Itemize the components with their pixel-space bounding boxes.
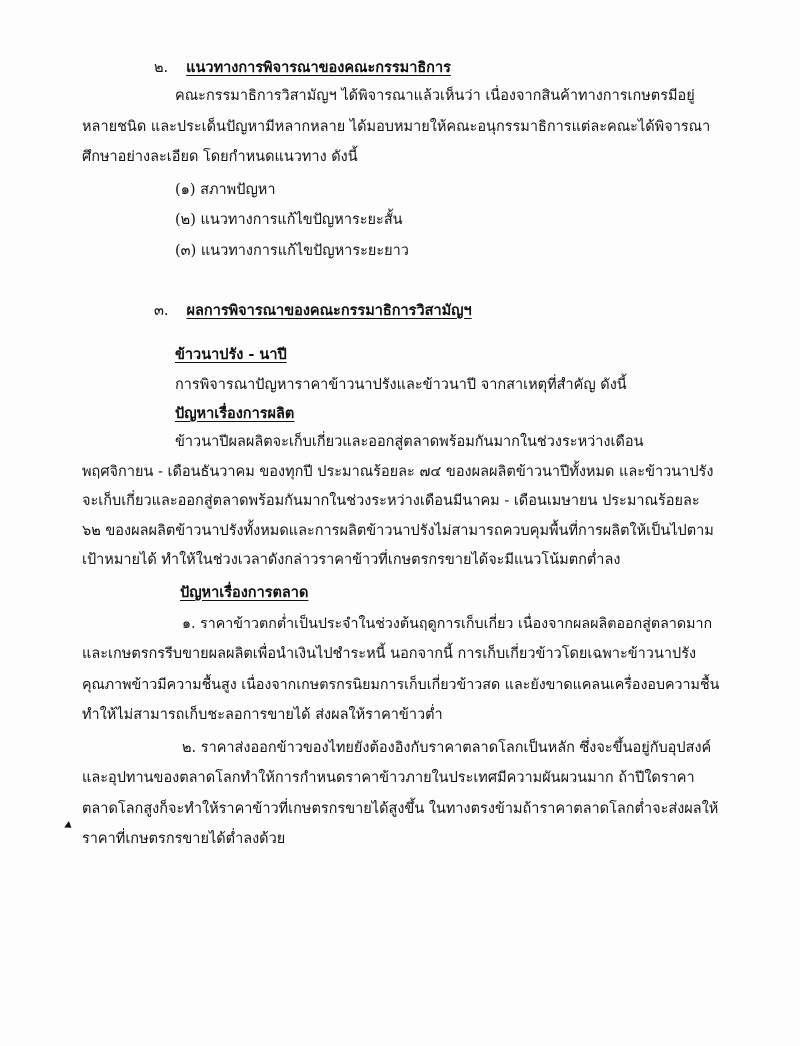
marketing-point-1-line-1: ๑. ราคาข้าวตกต่ำเป็นประจำในช่วงต้นฤดูการเก็บเกี่ยว เนื่องจากผลผลิตออกสู่ตลาดมาก — [182, 616, 713, 632]
marketing-point-2-line-2: และอุปทานของตลาดโลกทำให้การกำหนดราคาข้าวภายในประเทศมีความผันผวนมาก ถ้าปีใดราคา — [82, 770, 695, 786]
section-2-item-3: (๓) แนวทางการแก้ไขปัญหาระยะยาว — [175, 243, 409, 259]
section-3-intro: การพิจารณาปัญหาราคาข้าวนาปรังและข้าวนาปี จากสาเหตุที่สำคัญ ดังนี้ — [175, 377, 627, 393]
marketing-problem-heading: ปัญหาเรื่องการตลาด — [180, 584, 309, 601]
section-3-title: ผลการพิจารณาของคณะกรรมาธิการวิสามัญฯ — [186, 302, 472, 319]
section-2-item-2: (๒) แนวทางการแก้ไขปัญหาระยะสั้น — [175, 212, 403, 228]
marketing-point-1-line-4: ทำให้ไม่สามารถเก็บชะลอการขายได้ ส่งผลให้ราคาข้าวต่ำ — [82, 707, 443, 723]
scan-mark — [64, 821, 74, 831]
section-3-heading — [154, 301, 472, 321]
section-2-para-line-2: หลายชนิด และประเด็นปัญหามีหลากหลาย ได้มอบหมายให้คณะอนุกรรมาธิการแต่ละคณะได้พิจารณา — [82, 119, 711, 135]
section-2-title: แนวทางการพิจารณาของคณะกรรมาธิการ — [186, 59, 451, 76]
production-para-line-2: พฤศจิกายน - เดือนธันวาคม ของทุกปี ประมาณร้อยละ ๗๔ ของผลผลิตข้าวนาปีทั้งหมด และข้าวนาปรัง — [82, 464, 714, 480]
section-2-number: ๒. — [154, 60, 169, 76]
section-3-number: ๓. — [154, 303, 169, 319]
marketing-point-2-line-3: ตลาดโลกสูงก็จะทำให้ราคาข้าวที่เกษตรกรขายได้สูงขึ้น ในทางตรงข้ามถ้าราคาตลาดโลกต่ำจะส่งผลให้ — [82, 801, 719, 817]
marketing-point-2-line-4: ราคาที่เกษตรกรขายได้ต่ำลงด้วย — [82, 831, 286, 847]
production-problem-heading: ปัญหาเรื่องการผลิต — [175, 405, 295, 422]
section-2-para-line-3: ศึกษาอย่างละเอียด โดยกำหนดแนวทาง ดังนี้ — [82, 149, 358, 165]
marketing-point-1-line-2: และเกษตรกรรีบขายผลผลิตเพื่อนำเงินไปชำระหนี้ นอกจากนี้ การเก็บเกี่ยวข้าวโดยเฉพาะข้าวนาปรัง — [82, 646, 697, 662]
production-para-line-5: เป้าหมายได้ ทำให้ในช่วงเวลาดังกล่าวราคาข้าวที่เกษตรกรขายได้จะมีแนวโน้มตกต่ำลง — [82, 552, 621, 568]
production-para-line-3: จะเก็บเกี่ยวและออกสู่ตลาดพร้อมกันมากในช่วงระหว่างเดือนมีนาคม - เดือนเมษายน ประมาณร้อยละ — [82, 493, 700, 509]
production-para-line-4: ๖๒ ของผลผลิตข้าวนาปรังทั้งหมดและการผลิตข้าวนาปรังไม่สามารถควบคุมพื้นที่การผลิตให้เป็นไปตาม — [82, 523, 714, 539]
section-2-para-line-1: คณะกรรมาธิการวิสามัญฯ ได้พิจารณาแล้วเห็นว่า เนื่องจากสินค้าทางการเกษตรมีอยู่ — [175, 88, 695, 104]
section-2-heading — [154, 58, 451, 78]
marketing-point-1-line-3: คุณภาพข้าวมีความชื้นสูง เนื่องจากเกษตรกรนิยมการเก็บเกี่ยวข้าวสด และยังขาดแคลนเครื่องอบความชื้น — [82, 677, 720, 693]
production-para-line-1: ข้าวนาปีผลผลิตจะเก็บเกี่ยวและออกสู่ตลาดพร้อมกันมากในช่วงระหว่างเดือน — [175, 434, 644, 450]
section-2-item-1: (๑) สภาพปัญหา — [175, 182, 276, 198]
marketing-point-2-line-1: ๒. ราคาส่งออกข้าวของไทยยังต้องอิงกับราคาตลาดโลกเป็นหลัก ซึ่งจะขึ้นอยู่กับอุปสงค์ — [182, 740, 712, 756]
section-3-subtitle: ข้าวนาปรัง - นาปี — [175, 346, 287, 363]
